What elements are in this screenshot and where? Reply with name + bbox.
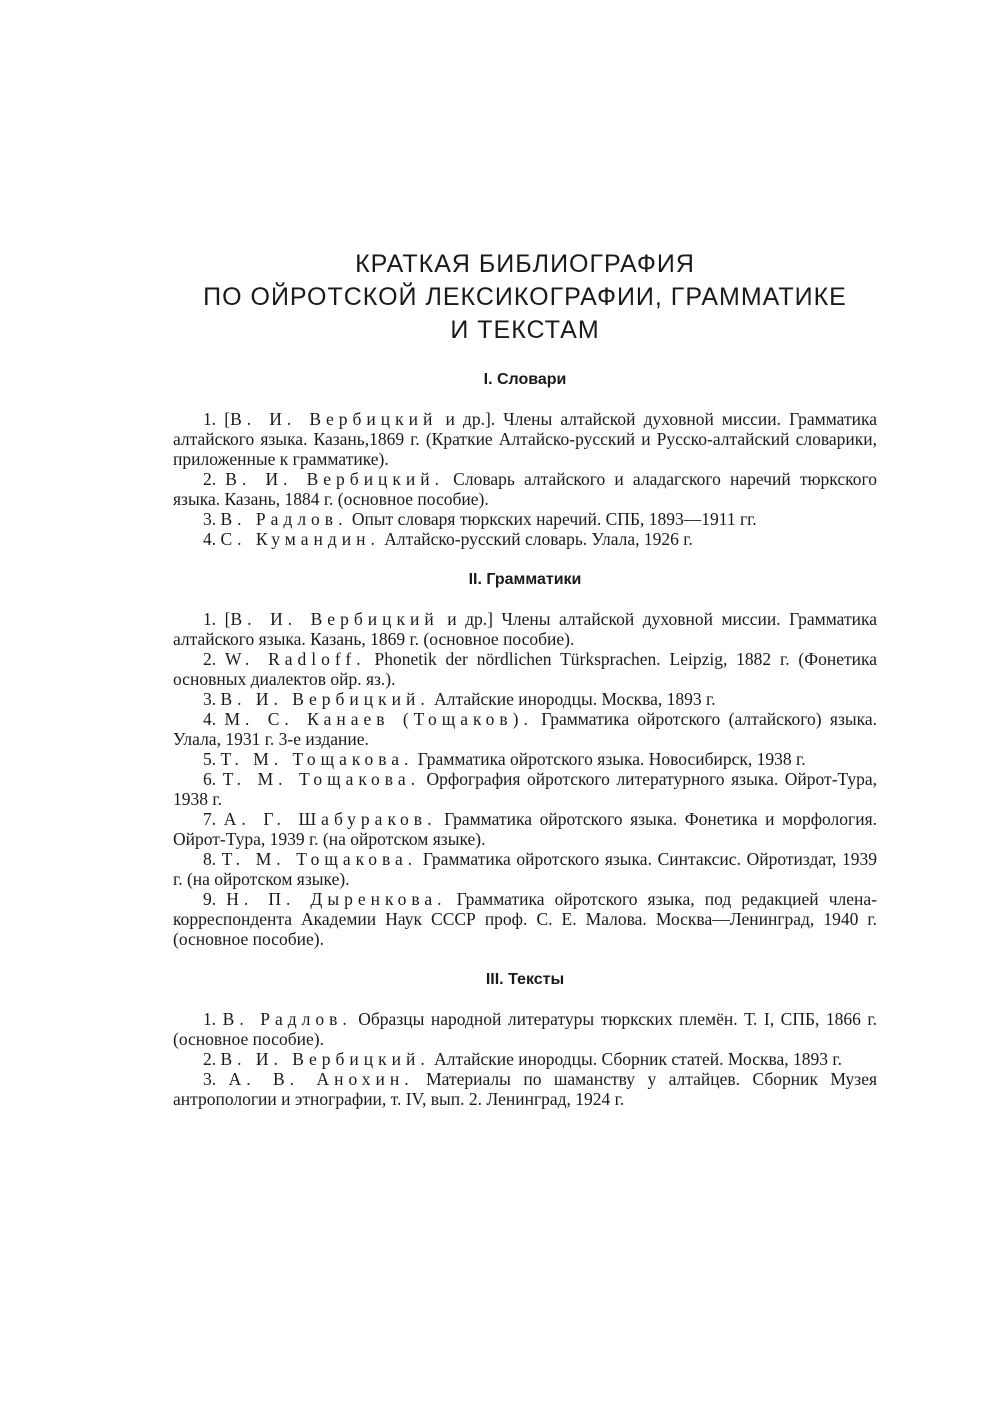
- entry-text: Материалы по шаманству у алтайцев. Сборник Музея антропологии и этнографии, т. IV, вып. 2. Ленинград, 1924 г.: [173, 1069, 878, 1109]
- bibliography-entry: [173, 529, 877, 549]
- section-heading: III. Тексты: [485, 971, 565, 988]
- entry-number: 3.: [203, 689, 217, 709]
- entry-author: Н. П. Дыренкова.: [226, 889, 447, 909]
- entry-number: 1.: [203, 409, 217, 429]
- entry-author: В. И. Вербицкий.: [225, 469, 445, 489]
- bibliography-page: [173, 248, 877, 1131]
- entry-text: Алтайские инородцы. Москва, 1893 г.: [429, 689, 716, 709]
- entry-text: Алтайско-русский словарь. Улала, 1926 г.: [379, 529, 693, 549]
- entry-number: 2.: [203, 1049, 217, 1069]
- entry-number: 2.: [203, 469, 217, 489]
- entry-number: 6.: [203, 769, 217, 789]
- entry-number: 3.: [203, 1069, 217, 1089]
- entry-text: и др.]. Члены алтайской духовной миссии. Грамматика алтайского языка. Казань,1869 г. (Краткие Алтайско-русский и Русско-алтайский словарики, приложенные к грамматике).: [173, 409, 877, 469]
- entry-author: М. С. Канаев (Тощаков).: [224, 709, 533, 729]
- entry-number: 4.: [203, 529, 217, 549]
- entry-number: 2.: [203, 649, 217, 669]
- bibliography-sections: [173, 371, 877, 1109]
- bibliography-entry: [173, 849, 877, 889]
- bibliography-entry: [173, 769, 877, 809]
- entry-author: В. Радлов.: [220, 509, 348, 529]
- entry-author: В. Радлов.: [222, 1009, 352, 1029]
- bibliography-entry: [173, 749, 877, 769]
- entry-author: W. Radloff.: [224, 649, 366, 669]
- entry-number: 9.: [203, 889, 217, 909]
- entry-text: и др.] Члены алтайской духовной миссии. Грамматика алтайского языка. Казань, 1869 г. (основное пособие).: [173, 609, 877, 649]
- entry-text: Словарь алтайского и аладагского наречий тюркского языка. Казань, 1884 г. (основное пособие).: [173, 469, 878, 509]
- entry-text: Алтайские инородцы. Сборник статей. Москва, 1893 г.: [429, 1049, 842, 1069]
- entry-number: 8.: [203, 849, 217, 869]
- entry-bracket: [: [224, 409, 231, 429]
- bibliography-entry: [173, 409, 877, 469]
- bibliography-entry: [173, 609, 877, 649]
- entry-number: 4.: [203, 709, 217, 729]
- entry-number: 5.: [203, 749, 217, 769]
- bibliography-entry: [173, 1009, 877, 1049]
- entry-author: А. Г. Шабураков.: [223, 809, 437, 829]
- entry-text: Грамматика ойротского языка. Новосибирск, 1938 г.: [413, 749, 806, 769]
- bibliography-entry: [173, 649, 877, 689]
- entry-text: Грамматика ойротского языка, под редакцией члена-корреспондента Академии Наук СССР проф. С. Е. Малова. Москва—Ленинград, 1940 г. (основное пособие).: [173, 889, 877, 949]
- bibliography-entry: [173, 889, 877, 949]
- entry-list: [173, 409, 877, 549]
- entry-author: А. В. Анохин.: [228, 1069, 414, 1089]
- entry-author: Т. М. Тощакова.: [221, 849, 418, 869]
- bibliography-entry: [173, 469, 877, 509]
- entry-text: Образцы народной литературы тюркских племён. Т. I, СПБ, 1866 г. (основное пособие).: [173, 1009, 878, 1049]
- entry-number: 1.: [203, 1009, 217, 1029]
- bibliography-entry: [173, 809, 877, 849]
- entry-author: Т. М. Тощакова.: [222, 769, 420, 789]
- entry-list: [173, 609, 877, 949]
- entry-author: Т. М. Тощакова.: [220, 749, 414, 769]
- entry-text: Грамматика ойротского языка. Синтаксис. Ойротиздат, 1939 г. (на ойротском языке).: [173, 849, 878, 889]
- entry-text: Грамматика ойротского (алтайского) языка. Улала, 1931 г. 3-е издание.: [173, 709, 877, 749]
- title-line-1: КРАТКАЯ БИБЛИОГРАФИЯ: [355, 250, 695, 278]
- section-heading: I. Словари: [483, 371, 567, 388]
- entry-text: Орфография ойротского литературного языка. Ойрот-Тура, 1938 г.: [173, 769, 877, 809]
- entry-number: 7.: [203, 809, 217, 829]
- bibliography-entry: [173, 1049, 877, 1069]
- entry-author: С. Кумандин.: [220, 529, 380, 549]
- section-heading: II. Грамматики: [468, 571, 582, 588]
- bibliography-entry: [173, 1069, 877, 1109]
- entry-number: 1.: [203, 609, 217, 629]
- bibliography-entry: [173, 709, 877, 749]
- entry-text: Грамматика ойротского языка. Фонетика и морфология. Ойрот-Тура, 1939 г. (на ойротском языке).: [173, 809, 877, 849]
- entry-bracket: [: [224, 609, 231, 629]
- bibliography-entry: [173, 689, 877, 709]
- bibliography-entry: [173, 509, 877, 529]
- title-line-3: И ТЕКСТАМ: [450, 316, 600, 344]
- page-title: [173, 248, 877, 347]
- entry-text: Phonetik der nördlichen Türksprachen. Leipzig, 1882 г. (Фонетика основных диалектов ойр. яз.).: [173, 649, 877, 689]
- entry-author: В. И. Вербицкий.: [220, 1049, 430, 1069]
- entry-list: [173, 1009, 877, 1109]
- entry-number: 3.: [203, 509, 217, 529]
- entry-author: В. И. Вербицкий: [230, 609, 439, 629]
- entry-text: Опыт словаря тюркских наречий. СПБ, 1893—1911 гг.: [347, 509, 757, 529]
- title-line-2: ПО ОЙРОТСКОЙ ЛЕКСИКОГРАФИИ, ГРАММАТИКЕ: [203, 283, 847, 311]
- entry-author: В. И. Вербицкий.: [220, 689, 430, 709]
- entry-author: В. И. Вербицкий: [230, 409, 438, 429]
